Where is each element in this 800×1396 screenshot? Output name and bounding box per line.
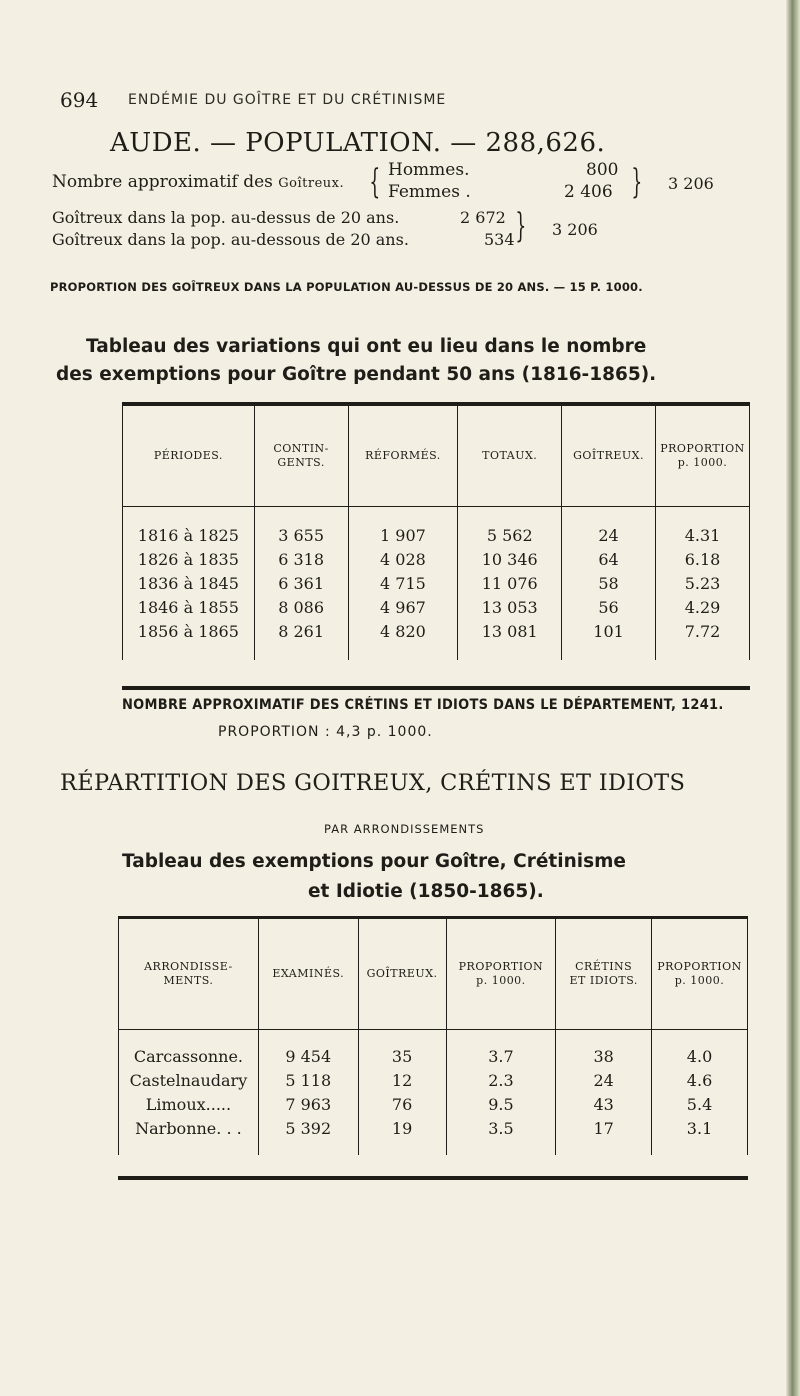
t1-r1-reformes: 4 028 bbox=[348, 548, 458, 572]
table-row bbox=[119, 1045, 748, 1069]
table-row bbox=[119, 1117, 748, 1141]
total-sex: 3 206 bbox=[668, 174, 714, 193]
t2-header-proportion-cretins: PROPORTION p. 1000. bbox=[657, 959, 742, 987]
t1-r1-goitreux: 64 bbox=[562, 548, 656, 572]
t1-r1-totaux: 10 346 bbox=[458, 548, 562, 572]
t2-r0-examines: 9 454 bbox=[258, 1045, 358, 1069]
t1-r0-reformes: 1 907 bbox=[348, 524, 458, 548]
t1-r3-contingents: 8 086 bbox=[254, 596, 348, 620]
t1-r1-contingents: 6 318 bbox=[254, 548, 348, 572]
t1-r2-goitreux: 58 bbox=[562, 572, 656, 596]
t2-r0-cretins: 38 bbox=[556, 1045, 652, 1069]
t2-r0-goitreux: 35 bbox=[358, 1045, 446, 1069]
t1-r4-periode: 1856 à 1865 bbox=[123, 620, 255, 644]
repartition-title: RÉPARTITION DES GOITREUX, CRÉTINS ET IDIOTS bbox=[60, 770, 686, 796]
table1-title-line1: Tableau des variations qui ont eu lieu dans le nombre bbox=[86, 336, 647, 357]
t1-r3-reformes: 4 967 bbox=[348, 596, 458, 620]
repartition-subtitle: PAR ARRONDISSEMENTS bbox=[324, 822, 485, 836]
t2-r2-proportion-goitreux: 9.5 bbox=[446, 1093, 556, 1117]
t2-r0-proportion-goitreux: 3.7 bbox=[446, 1045, 556, 1069]
t2-header-proportion-goitreux: PROPORTION p. 1000. bbox=[446, 919, 556, 1029]
t2-r3-arrondissement: Narbonne. . . bbox=[119, 1117, 259, 1141]
table1-bottom-rule bbox=[122, 686, 750, 690]
table-row bbox=[123, 620, 750, 644]
t1-header-totaux: TOTAUX. bbox=[458, 406, 562, 506]
table-row bbox=[123, 596, 750, 620]
t1-r0-proportion: 4.31 bbox=[684, 526, 721, 545]
t2-r2-cretins: 43 bbox=[556, 1093, 652, 1117]
aude-title: AUDE. — POPULATION. — 288,626. bbox=[110, 128, 606, 158]
t1-r2-periode: 1836 à 1845 bbox=[123, 572, 255, 596]
table-row bbox=[123, 572, 750, 596]
t2-r3-goitreux: 19 bbox=[358, 1117, 446, 1141]
table-row bbox=[119, 1069, 748, 1093]
t1-r0-contingents: 3 655 bbox=[254, 524, 348, 548]
t2-r1-proportion-cretins: 4.6 bbox=[686, 1071, 713, 1090]
t1-header-reformes: RÉFORMÉS. bbox=[348, 406, 458, 506]
t1-header-proportion: PROPORTION p. 1000. bbox=[660, 441, 745, 469]
t2-header-cretins: CRÉTINS ET IDIOTS. bbox=[556, 919, 652, 1029]
t1-r1-proportion: 6.18 bbox=[684, 550, 721, 569]
t1-r1-periode: 1826 à 1835 bbox=[123, 548, 255, 572]
t1-r4-goitreux: 101 bbox=[562, 620, 656, 644]
femmes-value: 2 406 bbox=[564, 182, 613, 202]
t2-r1-arrondissement: Castelnaudary bbox=[119, 1069, 259, 1093]
t1-r2-proportion: 5.23 bbox=[684, 574, 721, 593]
t1-header-goitreux: GOÎTREUX. bbox=[562, 406, 656, 506]
t2-r2-proportion-cretins: 5.4 bbox=[686, 1095, 713, 1114]
t2-r3-examines: 5 392 bbox=[258, 1117, 358, 1141]
table2-bottom-rule bbox=[118, 1176, 748, 1180]
t2-r1-goitreux: 12 bbox=[358, 1069, 446, 1093]
t2-r0-arrondissement: Carcassonne. bbox=[119, 1045, 259, 1069]
t2-r0-proportion-cretins: 4.0 bbox=[686, 1047, 713, 1066]
hommes-value: 800 bbox=[586, 160, 619, 180]
brace-sex-right: } bbox=[631, 162, 643, 202]
t2-r2-examines: 7 963 bbox=[258, 1093, 358, 1117]
hommes-label: Hommes. bbox=[388, 160, 470, 180]
t1-r4-totaux: 13 081 bbox=[458, 620, 562, 644]
brace-sex: { bbox=[369, 162, 381, 202]
table1 bbox=[122, 406, 750, 660]
t1-r0-totaux: 5 562 bbox=[458, 524, 562, 548]
table-row bbox=[119, 1093, 748, 1117]
t2-r1-proportion-goitreux: 2.3 bbox=[446, 1069, 556, 1093]
t2-r3-proportion-cretins: 3.1 bbox=[686, 1119, 713, 1138]
below20-value: 534 bbox=[484, 230, 515, 249]
t2-r1-examines: 5 118 bbox=[258, 1069, 358, 1093]
page-edge-shadow bbox=[786, 0, 800, 1396]
table1-title-line2: des exemptions pour Goître pendant 50 ans (1816-1865). bbox=[56, 364, 657, 385]
above20-value: 2 672 bbox=[460, 208, 506, 227]
t1-r3-proportion: 4.29 bbox=[684, 598, 721, 617]
t2-header-arrondissements: ARRONDISSE- MENTS. bbox=[119, 919, 259, 1029]
brace-age-right: } bbox=[515, 206, 527, 246]
t1-r3-periode: 1846 à 1855 bbox=[123, 596, 255, 620]
t2-r1-cretins: 24 bbox=[556, 1069, 652, 1093]
femmes-label: Femmes . bbox=[388, 182, 471, 202]
t2-r3-cretins: 17 bbox=[556, 1117, 652, 1141]
page-number: 694 bbox=[60, 88, 99, 112]
above20-label: Goîtreux dans la pop. au-dessus de 20 ans. bbox=[52, 208, 400, 227]
table-row bbox=[123, 524, 750, 548]
t1-header-contingents: CONTIN- GENTS. bbox=[254, 406, 348, 506]
t1-r4-contingents: 8 261 bbox=[254, 620, 348, 644]
t2-header-goitreux: GOÎTREUX. bbox=[358, 919, 446, 1029]
nombre-text: Nombre approximatif des bbox=[52, 172, 273, 192]
t2-r3-proportion-goitreux: 3.5 bbox=[446, 1117, 556, 1141]
t1-r3-goitreux: 56 bbox=[562, 596, 656, 620]
table-row bbox=[123, 548, 750, 572]
goitreux-word: Goîtreux. bbox=[278, 176, 345, 191]
t1-r4-reformes: 4 820 bbox=[348, 620, 458, 644]
t1-r2-contingents: 6 361 bbox=[254, 572, 348, 596]
cretins-note: NOMBRE APPROXIMATIF DES CRÉTINS ET IDIOTS DANS LE DÉPARTEMENT, 1241. bbox=[122, 697, 724, 713]
t1-header-periodes: PÉRIODES. bbox=[123, 406, 255, 506]
cretins-proportion: PROPORTION : 4,3 p. 1000. bbox=[218, 724, 433, 740]
t1-r2-totaux: 11 076 bbox=[458, 572, 562, 596]
running-title: ENDÉMIE DU GOÎTRE ET DU CRÉTINISME bbox=[128, 92, 447, 108]
t1-r3-totaux: 13 053 bbox=[458, 596, 562, 620]
table2 bbox=[118, 919, 748, 1155]
nombre-label bbox=[52, 172, 344, 192]
t2-r2-goitreux: 76 bbox=[358, 1093, 446, 1117]
t1-r0-goitreux: 24 bbox=[562, 524, 656, 548]
t1-r4-proportion: 7.72 bbox=[684, 622, 721, 641]
t2-r2-arrondissement: Limoux..... bbox=[119, 1093, 259, 1117]
t1-r0-periode: 1816 à 1825 bbox=[123, 524, 255, 548]
total-age: 3 206 bbox=[552, 220, 598, 239]
t1-r2-reformes: 4 715 bbox=[348, 572, 458, 596]
below20-label: Goîtreux dans la pop. au-dessous de 20 ans. bbox=[52, 230, 409, 249]
proportion-line: PROPORTION DES GOÎTREUX DANS LA POPULATION AU-DESSUS DE 20 ANS. — 15 P. 1000. bbox=[50, 280, 643, 294]
table2-title-line2: et Idiotie (1850-1865). bbox=[308, 881, 544, 902]
t2-header-examines: EXAMINÉS. bbox=[258, 919, 358, 1029]
table2-title-line1: Tableau des exemptions pour Goître, Crétinisme bbox=[122, 851, 626, 872]
